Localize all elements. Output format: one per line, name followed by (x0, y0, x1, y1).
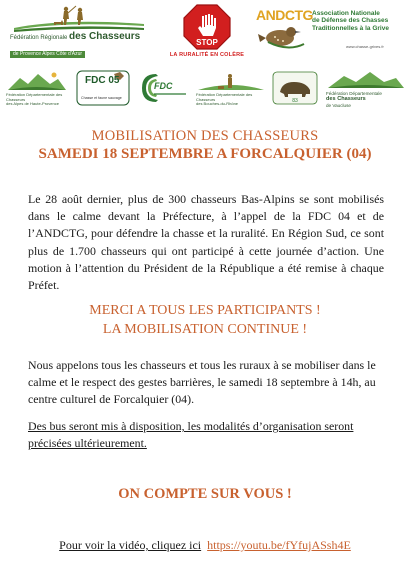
logo-header (0, 0, 410, 62)
thrush-bird-icon (258, 22, 308, 50)
boar-emblem-icon (272, 70, 318, 106)
fdc-04-line2: des Alpes de Haute-Provence (6, 101, 59, 107)
video-prefix-text: Pour voir la vidéo, cliquez ici (59, 538, 202, 552)
fdc-83-logo (272, 70, 318, 106)
fdc-83-text: 83 (292, 98, 298, 104)
paragraph-bus-info: Des bus seront mis à disposition, les modalités d’organisation seront précisées ultérieurement. (28, 419, 354, 451)
paragraph-call-to-action: Nous appelons tous les chasseurs et tous les ruraux à se mobiliser dans le calme et le respect des gestes barrières, le samedi 18 septembre à 14h, au centre culturel de Forcalquier (04). (28, 358, 376, 407)
frcp-line1-prefix: Fédération Régionale (10, 35, 68, 41)
andctg-line1: Association Nationale (312, 10, 380, 17)
video-line (0, 538, 410, 553)
fdc-04-line1: Fédération Départementale des Chasseurs (6, 92, 63, 102)
fdc-05-sub: Chasse et faune sauvage (81, 96, 122, 100)
frcp-line1-emph: des Chasseurs (69, 31, 141, 42)
mountain-landscape-icon (6, 70, 68, 92)
fdc-04-logo (6, 70, 68, 106)
frcp-line2: de Provence Alpes Côte d'Azur (10, 51, 85, 58)
fdc-13-logo (196, 70, 266, 106)
title-mobilisation: MOBILISATION DES CHASSEURS (91, 128, 319, 144)
andctg-association-name (312, 10, 408, 32)
title-date-location: SAMEDI 18 SEPTEMBRE A FORCALQUIER (04) (38, 146, 372, 162)
fdc-84-line3: de Vaucluse (326, 102, 351, 108)
fdc-84-line1: Fédération Départementale (326, 91, 382, 96)
stop-sign-text: STOP (196, 38, 218, 47)
stop-caption: LA RURALITÉ EN COLÈRE (169, 52, 245, 58)
fdc-13-line1: Fédération Départementale des Chasseurs (196, 92, 253, 102)
andctg-line2: de Défense des Chasses (312, 17, 389, 25)
andctg-title: ANDCTG (256, 7, 313, 23)
hunters-silhouette-icon (4, 4, 150, 34)
merci-participants-heading: MERCI A TOUS LES PARTICIPANTS ! (89, 303, 321, 318)
fdc-06-logo (138, 70, 190, 106)
fdc-05-name: FDC 05 (85, 75, 120, 86)
fdc-84-logo (326, 70, 406, 106)
andctg-logo (256, 4, 408, 54)
hunters-landscape-icon (196, 70, 266, 92)
fdc-84-line2: des Chasseurs (326, 96, 366, 103)
andctg-url: www.chasse-grives.fr (346, 44, 384, 49)
paragraph-recap: Le 28 août dernier, plus de 300 chasseurs Bas-Alpins se sont mobilisés dans le calme devant la Préfecture, à l’appel de la FDC 04 et de l’ANDCTG, pour défendre la chasse et la ruralité. En Région Sud, ce sont plus de 1.700 chasseurs qui ont participé à cette journée d’action. Une motion à l’attention du Président de la République a été remise à chaque Préfet. (28, 192, 384, 293)
fdc-05-logo (76, 70, 130, 106)
fdc-13-line2: des Bouches-du-Rhône (196, 101, 239, 107)
federation-logos-row (0, 64, 410, 112)
video-link[interactable]: https://youtu.be/fYfujASsh4E (207, 538, 351, 552)
andctg-line3: Traditionnelles à la Grive (312, 24, 389, 32)
stop-sign-icon (183, 4, 231, 50)
frcp-logo (4, 4, 150, 57)
fdc-06-name: FDC (154, 81, 173, 91)
stop-logo (168, 4, 246, 60)
vaucluse-landscape-icon (326, 70, 406, 90)
on-compte-sur-vous-heading: ON COMPTE SUR VOUS ! (118, 486, 292, 502)
frcp-text (10, 32, 140, 59)
mobilisation-continue-heading: LA MOBILISATION CONTINUE ! (102, 322, 308, 337)
